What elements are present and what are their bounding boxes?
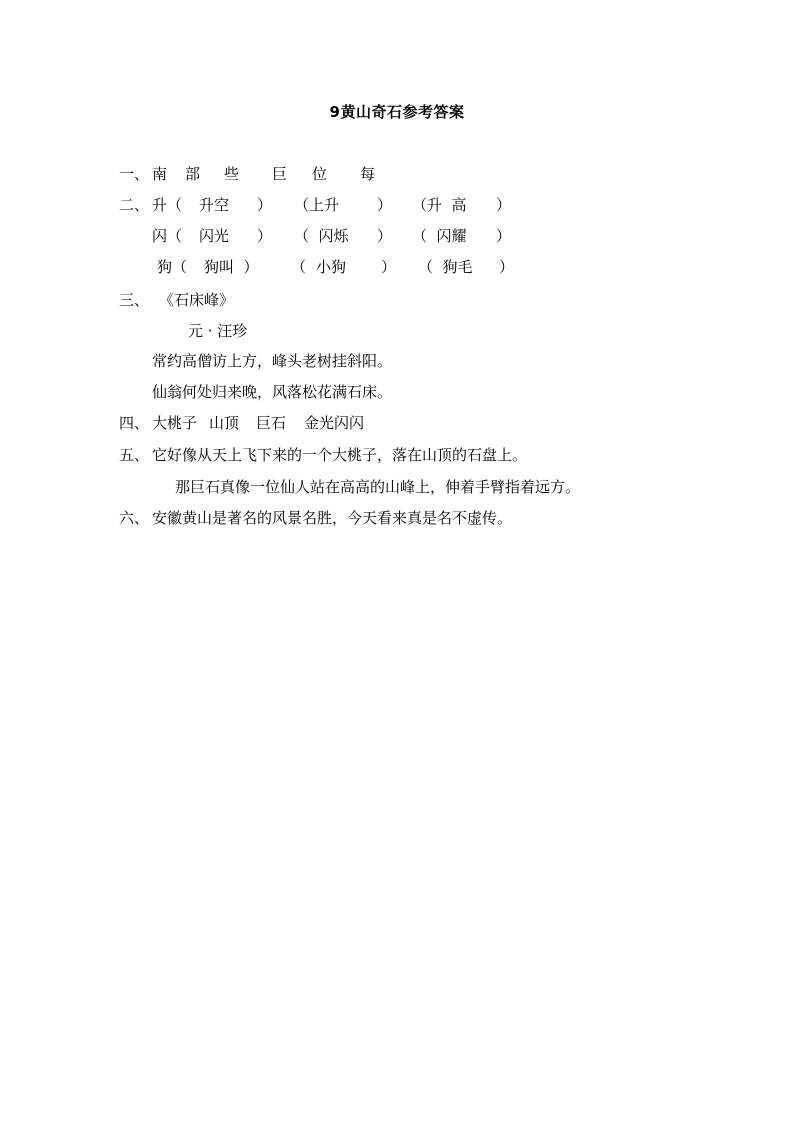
q2-cell: 小狗: [316, 258, 347, 276]
q2-cell: （ 闪耀: [412, 227, 467, 245]
q1-char: 部: [185, 165, 201, 183]
q2-cell: 狗叫 ）: [204, 258, 259, 276]
q6-text: 安徽黄山是著名的风景名胜，今天看来真是名不虚传。: [152, 509, 513, 527]
q2-cell: （ 闪烁: [294, 227, 349, 245]
q5-line: 它好像从天上飞下来的一个大桃子，落在山顶的石盘上。: [152, 446, 528, 464]
q1-char: 每: [360, 165, 376, 183]
q2-cell: （ 狗毛: [418, 258, 473, 276]
q2-cell: ）: [499, 258, 515, 276]
q5-line: 那巨石真像一位仙人站在高高的山峰上，伸着手臂指着远方。: [175, 478, 581, 496]
q2-row-head: 闪（: [152, 227, 183, 245]
q2-cell: （升 高: [412, 196, 467, 214]
q1-char: 位: [312, 165, 328, 183]
q2-cell: ）: [257, 196, 273, 214]
q2-cell: （上升: [294, 196, 340, 214]
page-title: 9黄山奇石参考答案: [329, 103, 465, 121]
poem-title: 《石床峰》: [159, 291, 235, 309]
q4-label: 四、: [119, 414, 150, 432]
q1-char: 巨: [272, 165, 288, 183]
q4-item: 山顶: [209, 414, 240, 432]
q2-cell: ）: [496, 196, 512, 214]
q2-cell: （: [291, 258, 307, 276]
q2-cell: ）: [377, 196, 393, 214]
poem-author: 元 · 汪珍: [188, 322, 248, 340]
q2-cell: ）: [257, 227, 273, 245]
q2-row-head: 升（: [152, 196, 183, 214]
q6-label: 六、: [119, 509, 150, 527]
poem-line: 仙翁何处归来晚，风落松花满石床。: [152, 383, 393, 401]
q4-item: 大桃子: [152, 414, 198, 432]
q1-char: 些: [224, 165, 240, 183]
q2-cell: 升空: [199, 196, 230, 214]
q2-row-head: 狗（: [157, 258, 188, 276]
q3-label: 三、: [119, 291, 150, 309]
q2-cell: ）: [496, 227, 512, 245]
q5-label: 五、: [119, 446, 150, 464]
q2-cell: ）: [377, 227, 393, 245]
q1-char: 南: [152, 165, 168, 183]
poem-line: 常约高僧访上方，峰头老树挂斜阳。: [152, 352, 393, 370]
q2-cell: 闪光: [199, 227, 230, 245]
q1-label: 一、: [119, 165, 150, 183]
q2-label: 二、: [119, 196, 150, 214]
q4-item: 金光闪闪: [304, 414, 365, 432]
q2-cell: ）: [381, 258, 397, 276]
q4-item: 巨石: [256, 414, 287, 432]
